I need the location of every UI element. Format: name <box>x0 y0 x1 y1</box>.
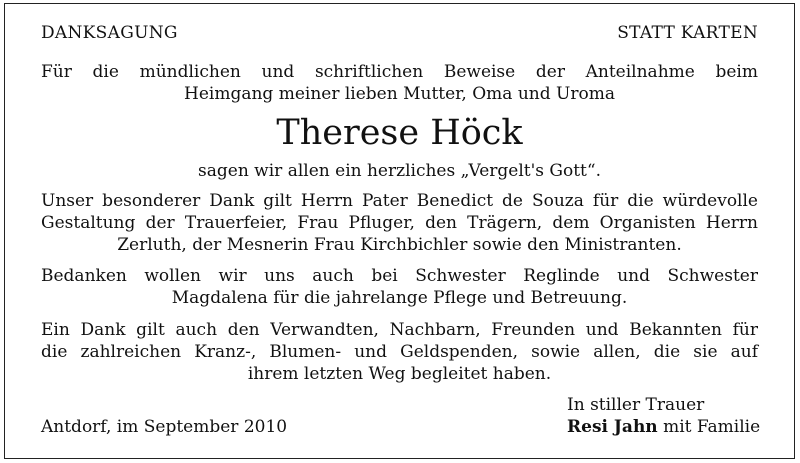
obituary-card <box>4 3 795 459</box>
sisters-line-1: Bedanken wollen wir uns auch bei Schwester Reglinde und Schwester <box>41 266 758 286</box>
mourning-line: In stiller Trauer <box>567 395 705 415</box>
signature-family: mit Familie <box>657 417 761 437</box>
signature-name: Resi Jahn <box>567 417 658 437</box>
intro-line-2: Heimgang meiner lieben Mutter, Oma und Uroma <box>184 84 615 104</box>
header-row <box>41 23 758 47</box>
sisters-line-2: Magdalena für die jahrelange Pflege und Betreuung. <box>171 288 628 308</box>
place-date: Antdorf, im September 2010 <box>41 417 288 437</box>
deceased-name: Therese Höck <box>276 113 523 153</box>
relatives-paragraph <box>41 319 758 385</box>
ack-line-3: Zerluth, der Mesnerin Frau Kirchbichler sowie den Ministranten. <box>117 235 682 255</box>
signature <box>567 416 760 438</box>
intro-line-1: Für die mündlichen und schriftlichen Beweise der Anteilnahme beim <box>41 62 758 82</box>
thanks-line: sagen wir allen ein herzliches „Vergelt's Gott“. <box>198 161 601 181</box>
relatives-line-3: ihrem letzten Weg begleitet haben. <box>247 364 552 384</box>
ack-line-1: Unser besonderer Dank gilt Herrn Pater Benedict de Souza für die würdevolle <box>41 191 758 211</box>
ack-line-2: Gestaltung der Trauerfeier, Frau Pfluger, den Trägern, dem Organisten Herrn <box>41 213 758 233</box>
relatives-line-1: Ein Dank gilt auch den Verwandten, Nachbarn, Freunden und Bekannten für <box>41 320 758 340</box>
acknowledgement-paragraph <box>41 190 758 256</box>
relatives-line-2: die zahlreichen Kranz-, Blumen- und Geldspenden, sowie allen, die sie auf <box>41 342 758 362</box>
sisters-paragraph <box>41 265 758 309</box>
header-left-label: DANKSAGUNG <box>41 23 178 43</box>
header-right-label: STATT KARTEN <box>617 23 758 43</box>
intro-paragraph <box>41 61 758 105</box>
